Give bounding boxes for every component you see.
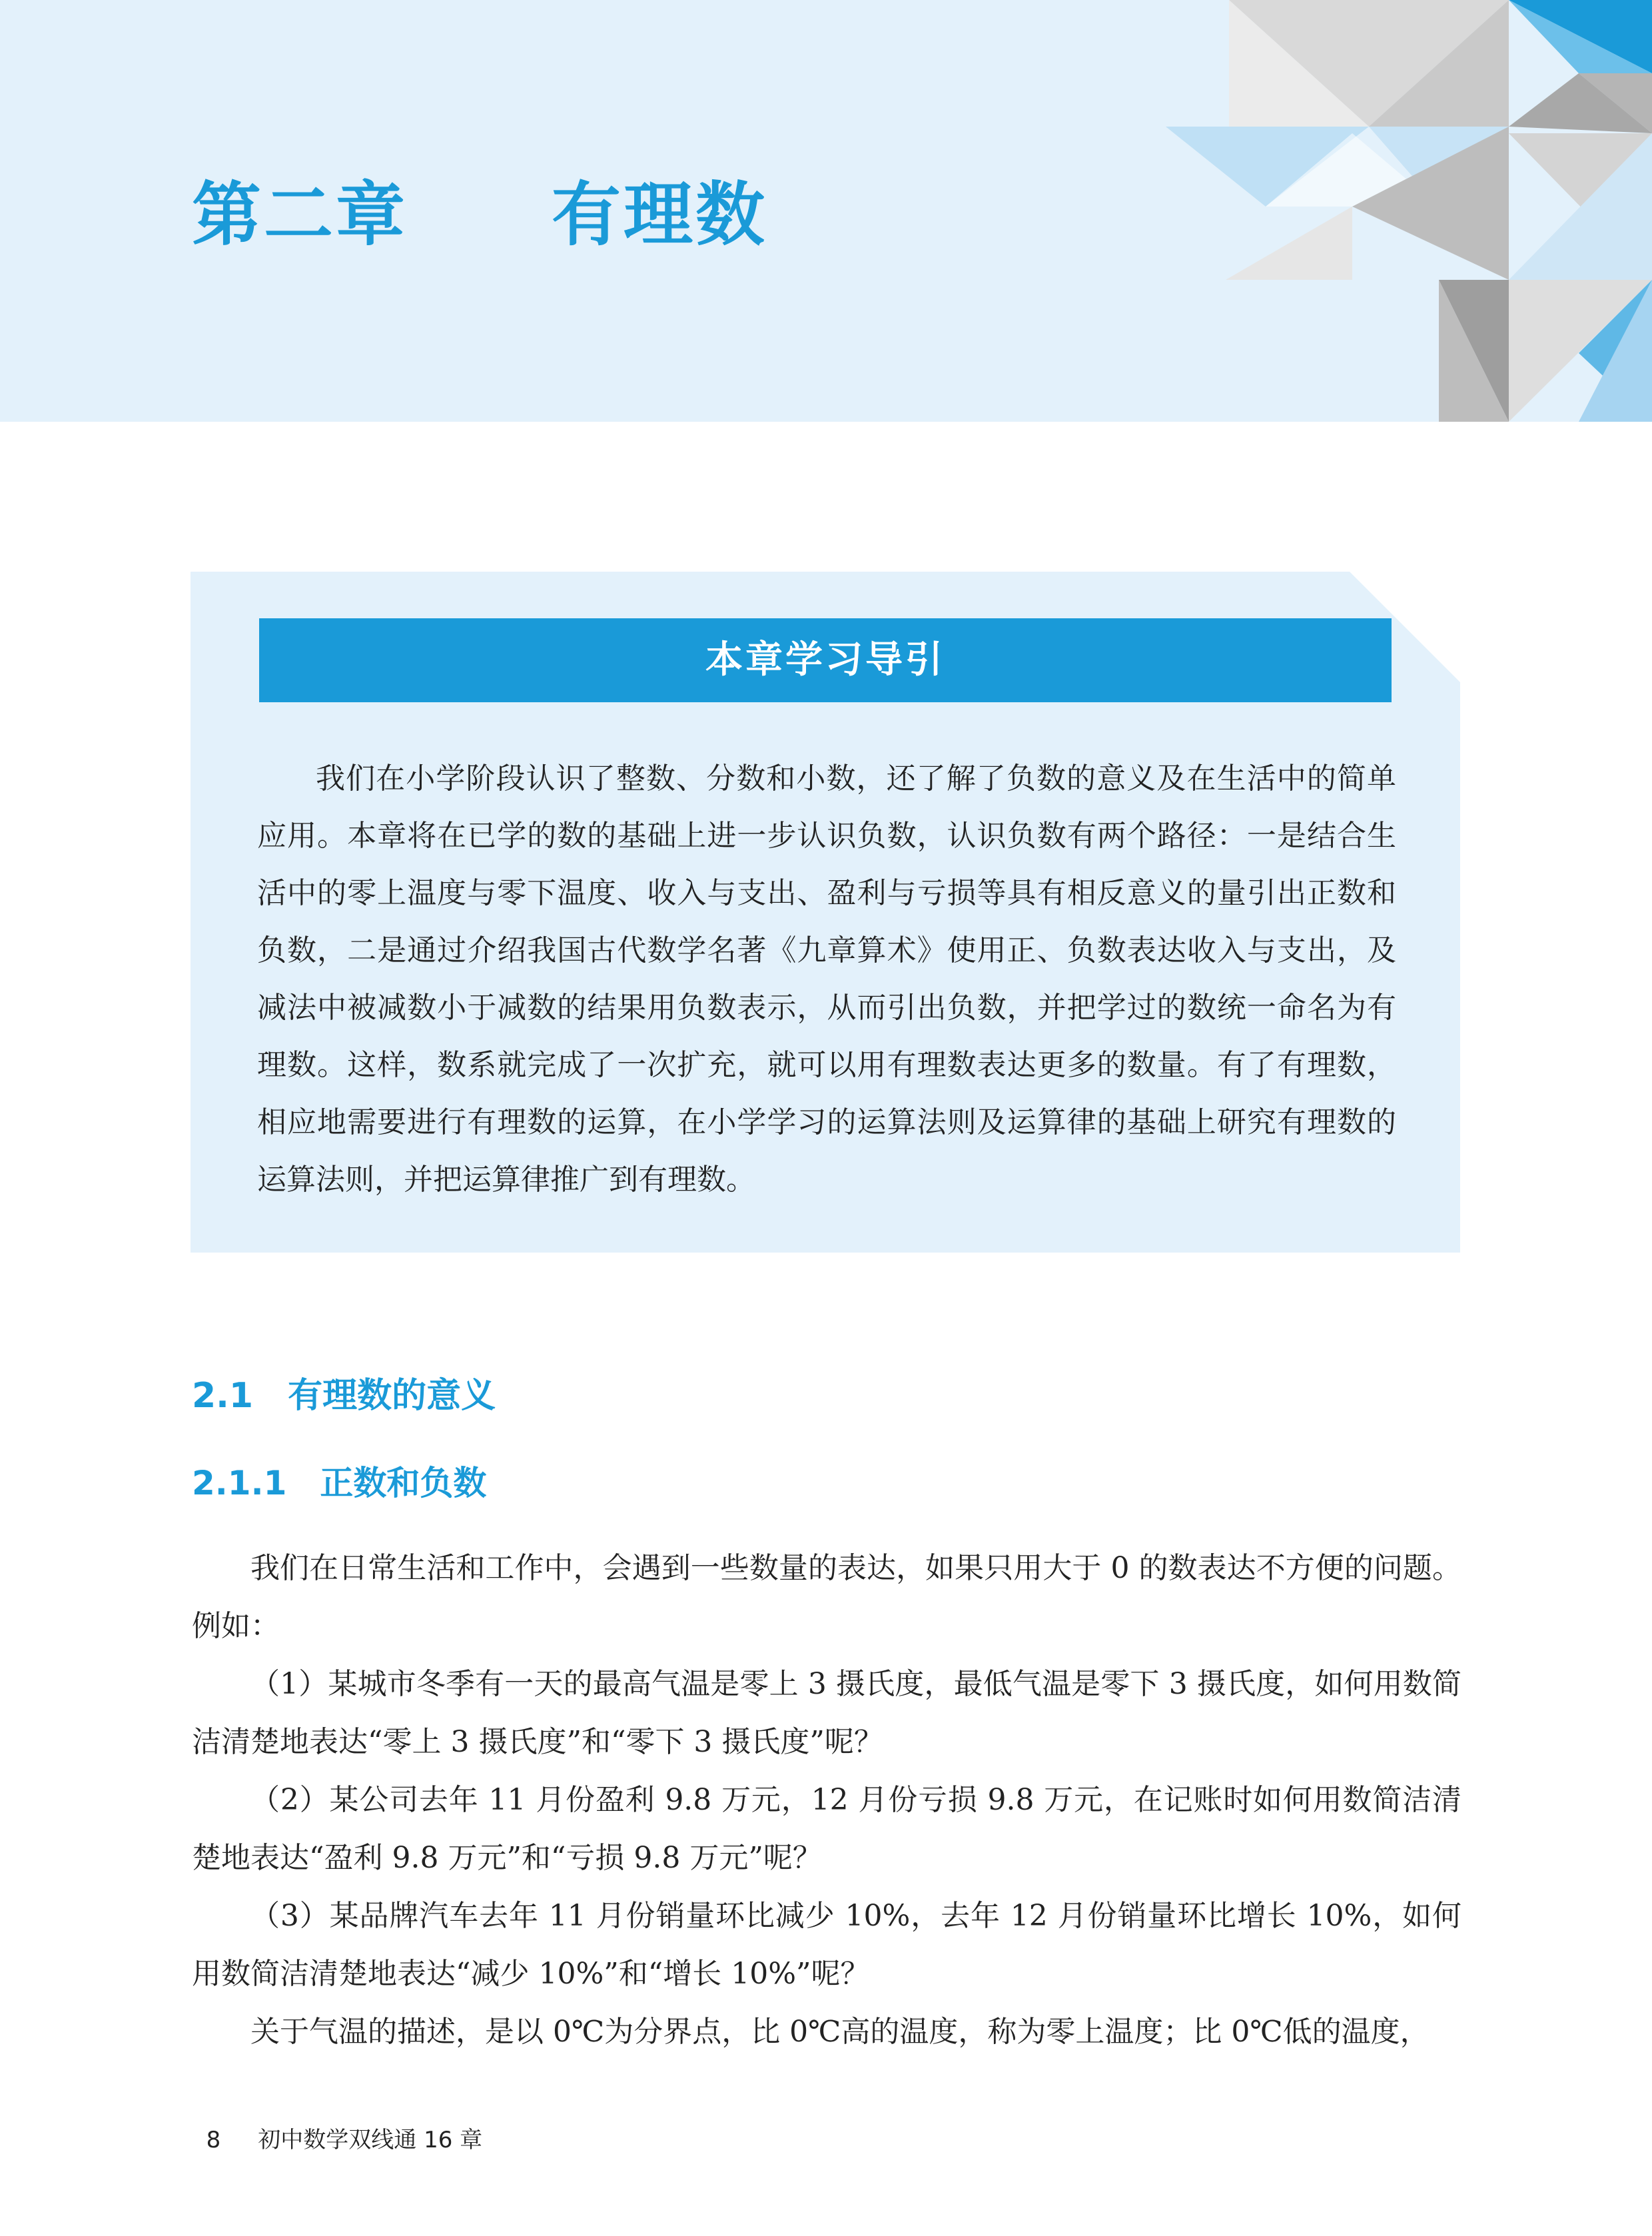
paragraph: （2）某公司去年 11 月份盈利 9.8 万元，12 月份亏损 9.8 万元，在记账时如何用数简洁清楚地表达“盈利 9.8 万元”和“亏损 9.8 万元”呢？ <box>192 1783 1461 1875</box>
book-title: 初中数学双线通 16 章 <box>258 2127 483 2153</box>
chapter-title: 第二章 有理数 <box>192 174 768 255</box>
paragraph: （3）某品牌汽车去年 11 月份销量环比减少 10%，去年 12 月份销量环比增长 10%，如何用数简洁清楚地表达“减少 10%”和“增长 10%”呢？ <box>192 1899 1461 1991</box>
paragraph: （1）某城市冬季有一天的最高气温是零上 3 摄氏度，最低气温是零下 3 摄氏度，如何用数简洁清楚地表达“零上 3 摄氏度”和“零下 3 摄氏度”呢？ <box>192 1667 1461 1759</box>
page-number: 8 <box>206 2127 221 2153</box>
paragraph: 我们在日常生活和工作中，会遇到一些数量的表达，如果只用大于 0 的数表达不方便的问题。例如： <box>192 1551 1461 1643</box>
page-footer <box>192 2095 482 2154</box>
subsection-heading: 2.1.1 正数和负数 <box>192 1464 487 1502</box>
guide-title: 本章学习导引 <box>259 618 1392 702</box>
body-text <box>192 1539 1461 2061</box>
chapter-guide-box <box>191 572 1460 1253</box>
guide-text: 我们在小学阶段认识了整数、分数和小数，还了解了负数的意义及在生活中的简单应用。本章将在已学的数的基础上进一步认识负数，认识负数有两个路径：一是结合生活中的零上温度与零下温度、收入与支出、盈利与亏损等具有相反意义的量引出正数和负数，二是通过介绍我国古代数学名著《九章算术》使用正、负数表达收入与支出，及减法中被减数小于减数的结果用负数表示，从而引出负数，并把学过的数统一命名为有理数。这样，数系就完成了一次扩充，就可以用有理数表达更多的数量。有了有理数，相应地需要进行有理数的运算，在小学学习的运算法则及运算律的基础上研究有理数的运算法则，并把运算律推广到有理数。 <box>257 762 1396 1197</box>
paragraph: 关于气温的描述，是以 0℃为分界点，比 0℃高的温度，称为零上温度；比 0℃低的温度， <box>250 2015 1430 2049</box>
chapter-banner <box>0 0 1652 422</box>
section-heading: 2.1 有理数的意义 <box>192 1376 496 1416</box>
